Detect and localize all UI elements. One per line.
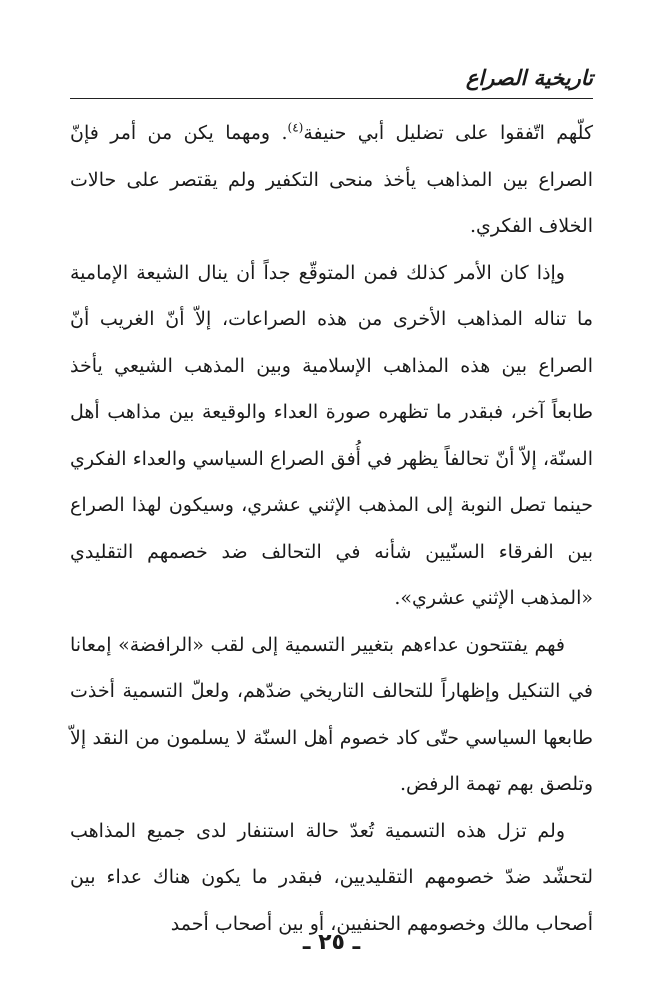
paragraph-1	[70, 110, 593, 250]
paragraph-1-after-note: . ومهما يكن من أمر فإنّ الصراع بين المذاهب يأخذ منحى التكفير ولم يقتصر على حالات الخلاف الفكري.	[70, 122, 593, 237]
paragraph-3: فهم يفتتحون عداءهم بتغيير التسمية إلى لقب «الرافضة» إمعانا في التنكيل وإظهاراً للتحالف التاريخي ضدّهم، ولعلّ التسمية أخذت طابعها السياسي حتّى كاد خصوم أهل السنّة لا يسلمون من النقد إلاّ وتلصق بهم تهمة الرفض.	[70, 633, 593, 795]
paragraph-1-before-note: كلّهم اتّفقوا على تضليل أبي حنيفة	[303, 122, 593, 144]
running-title: تاريخية الصراع	[465, 66, 593, 90]
page-number: ـ ٢٥ ـ	[302, 930, 361, 955]
body-text	[70, 110, 593, 947]
page-header	[70, 64, 593, 99]
paragraph-4: ولم تزل هذه التسمية تُعدّ حالة استنفار لدى جميع المذاهب لتحشّد ضدّ خصومهم التقليديين، فبقدر ما يكون هناك عداء بين أصحاب مالك وخصومهم الحنفيين، أو بين أصحاب أحمد	[70, 819, 593, 935]
footnote-marker: (٤)	[287, 120, 304, 135]
paragraph-2: وإذا كان الأمر كذلك فمن المتوقّع جداً أن ينال الشيعة الإمامية ما تناله المذاهب الأخرى من هذه الصراعات، إلاّ أنّ الغريب أنّ الصراع بين هذه المذاهب الإسلامية وبين المذهب الشيعي يأخذ طابعاً آخر، فبقدر ما تظهره صورة العداء والوقيعة بين مذاهب أهل السنّة، إلاّ أنّ تحالفاً يظهر في أُفق الصراع السياسي والعداء الفكري حينما تصل النوبة إلى المذهب الإثني عشري، وسيكون لهذا الصراع بين الفرقاء السنّيين شأنه في التحالف ضد خصمهم التقليدي «المذهب الإثني عشري».	[70, 261, 593, 609]
